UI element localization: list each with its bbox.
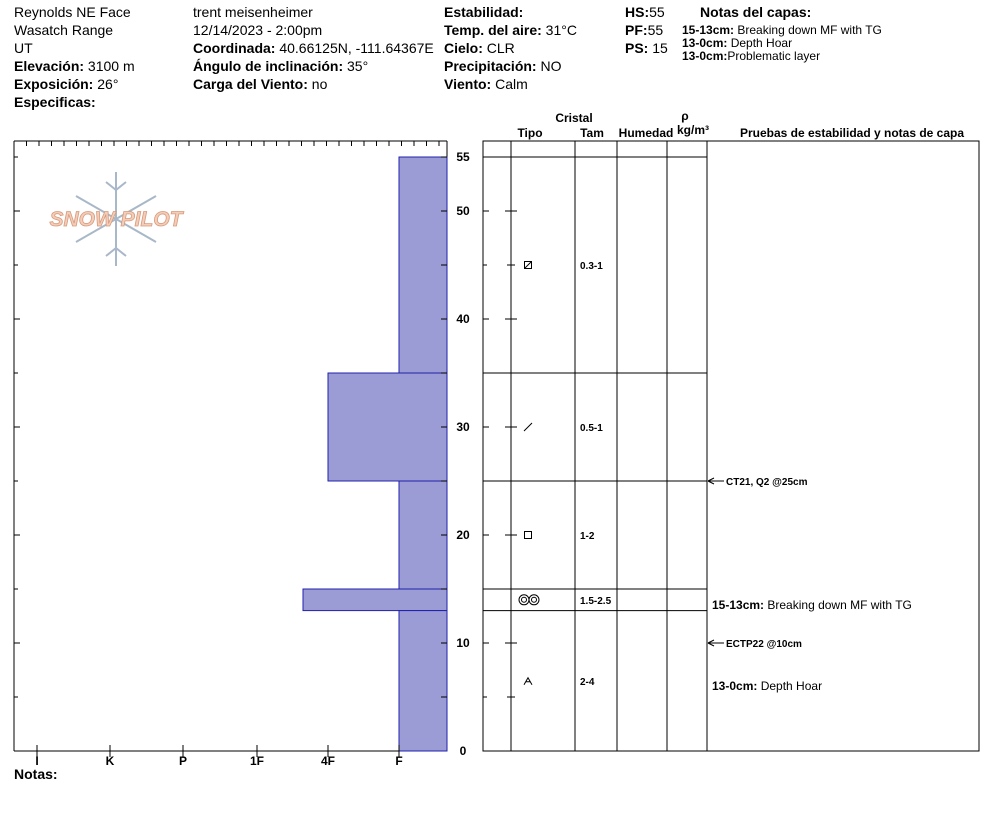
- hardness-tick-label: 1F: [249, 754, 265, 768]
- layer-note-range: 15-13cm:: [682, 23, 735, 37]
- hardness-tick-label: 4F: [320, 754, 336, 768]
- stability-label: Estabilidad:: [444, 4, 524, 20]
- depth-tick-label: 50: [456, 204, 470, 218]
- notes-label: Notas:: [14, 766, 58, 782]
- logo-text: SNOW PILOT: [49, 208, 183, 231]
- layer-notes-title: Notas del capas:: [700, 4, 812, 20]
- hardness-bar: [399, 157, 447, 373]
- stability-test: CT21, Q2 @25cm: [726, 477, 808, 488]
- sky-label: Cielo:: [444, 40, 483, 56]
- header-rho: ρ: [681, 109, 689, 123]
- faceted-crystal-icon: [525, 532, 532, 539]
- layer-note-text: Problematic layer: [727, 49, 821, 63]
- melt-freeze-crystal-icon: [519, 595, 529, 605]
- hardness-tick-label: P: [178, 754, 188, 768]
- precip-label: Precipitación:: [444, 58, 537, 74]
- header-humidity: Humedad: [618, 126, 674, 140]
- specifics-label: Especificas:: [14, 94, 96, 110]
- coord-value: 40.66125N, -111.64367E: [279, 40, 434, 56]
- pf-label: PF:: [625, 22, 648, 38]
- ps-label: PS:: [625, 40, 649, 56]
- hardness-bar: [303, 589, 447, 611]
- wind-load-value: no: [311, 76, 328, 92]
- header-tests: Pruebas de estabilidad y notas de capa: [739, 126, 965, 140]
- crystal-size: 1-2: [580, 531, 595, 542]
- ps-value: 15: [652, 40, 668, 56]
- stability-test: ECTP22 @10cm: [726, 639, 802, 650]
- hardness-bar: [328, 373, 447, 481]
- elevation-label: Elevación:: [14, 58, 85, 74]
- header-crystal: Cristal: [555, 111, 593, 125]
- hardness-tick-label: K: [105, 754, 115, 768]
- layer-note-text: Depth Hoar: [730, 36, 793, 50]
- depth-hoar-crystal-icon: [524, 678, 532, 685]
- elevation-value: 3100 m: [87, 58, 135, 74]
- wind-load-label: Carga del Viento:: [193, 76, 308, 92]
- header-size: Tam: [580, 126, 604, 140]
- layer-comment-range: 15-13cm:: [712, 598, 768, 613]
- layer-note-range: 13-0cm:: [682, 36, 728, 50]
- layer-comment-text: Breaking down MF with TG: [767, 598, 912, 613]
- layer-comment: [712, 598, 912, 612]
- range-name: Wasatch Range: [14, 22, 114, 38]
- precip-value: NO: [540, 58, 562, 74]
- layer-comment-range: 13-0cm:: [712, 679, 761, 694]
- air-temp-value: 31°C: [545, 22, 577, 38]
- melt-freeze-crystal-icon: [529, 595, 539, 605]
- hardness-tick-label: I: [35, 754, 39, 768]
- exposure-value: 26°: [97, 76, 119, 92]
- crystal-size: 0.5-1: [580, 423, 603, 434]
- header-density-unit: kg/m³: [676, 123, 710, 137]
- header-type: Tipo: [517, 126, 543, 140]
- depth-tick-label: 20: [456, 528, 470, 542]
- location-name: Reynolds NE Face: [14, 4, 131, 20]
- layer-note-text: Breaking down MF with TG: [737, 23, 882, 37]
- wind-label: Viento:: [444, 76, 492, 92]
- layer-comment-text: Depth Hoar: [760, 679, 823, 694]
- crystal-table-frame: [483, 141, 979, 751]
- depth-tick-label: 40: [456, 312, 470, 326]
- sky-value: CLR: [486, 40, 515, 56]
- wind-value: Calm: [495, 76, 528, 92]
- hs-label: HS:: [625, 4, 650, 20]
- crystal-size: 0.3-1: [580, 261, 603, 272]
- pf-value: 55: [647, 22, 664, 38]
- exposure-label: Exposición:: [14, 76, 94, 92]
- hardness-bar: [399, 481, 447, 589]
- melt-freeze-crystal-icon: [532, 597, 537, 602]
- hardness-bar: [399, 611, 447, 751]
- melt-freeze-crystal-icon: [522, 597, 527, 602]
- hs-value: 55: [649, 4, 665, 20]
- crystal-size: 1.5-2.5: [580, 595, 612, 607]
- slope-value: 35°: [347, 58, 369, 74]
- depth-tick-label: 55: [456, 150, 470, 164]
- hardness-tick-label: F: [395, 754, 403, 768]
- coord-label: Coordinada:: [193, 40, 276, 56]
- layer-note-range: 13-0cm:: [682, 49, 728, 63]
- depth-tick-label: 10: [456, 636, 470, 650]
- observer: trent meisenheimer: [193, 4, 313, 20]
- slope-label: Ángulo de inclinación:: [193, 58, 344, 74]
- state-name: UT: [14, 40, 33, 56]
- decomposing-crystal-icon: [525, 262, 532, 269]
- datetime: 12/14/2023 - 2:00pm: [193, 22, 323, 38]
- depth-tick-label: 0: [459, 744, 467, 758]
- faceted-rounded-crystal-icon: [524, 423, 532, 431]
- depth-tick-label: 30: [456, 420, 470, 434]
- crystal-size: 2-4: [580, 676, 595, 688]
- air-temp-label: Temp. del aire:: [444, 22, 542, 38]
- layer-comment: [712, 679, 822, 693]
